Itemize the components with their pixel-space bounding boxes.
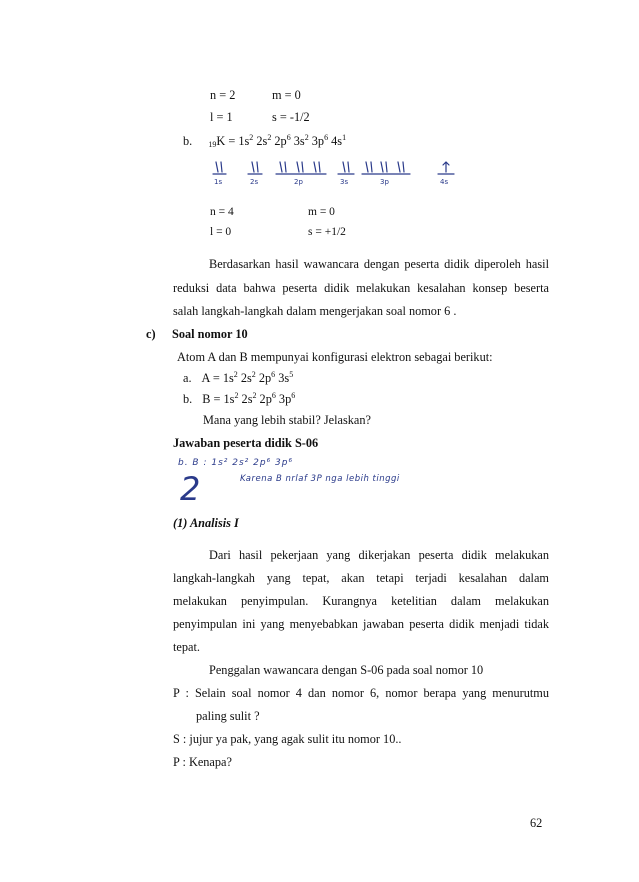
item-label: b.: [183, 134, 193, 148]
question-intro: Atom A dan B mempunyai konfigurasi elektron sebagai berikut:: [177, 350, 493, 364]
orbital-diagram: [210, 158, 470, 188]
orbital-label: 3p: [380, 178, 389, 186]
paragraph-line: Dari hasil pekerjaan yang dikerjakan peserta didik melakukan: [209, 548, 549, 562]
quantum-n: n = 4: [210, 206, 234, 218]
paragraph-line: tepat.: [173, 640, 200, 654]
quantum-n: n = 2: [210, 88, 236, 102]
handwritten-answer-line: Karena B nrlaf 3P nga lebih tinggi: [240, 474, 400, 484]
paragraph-line: penyimpulan ini yang menyebabkan jawaban peserta didik menjadi tidak: [173, 617, 549, 631]
handwritten-answer-line: b. B : 1s² 2s² 2p⁶ 3p⁶: [178, 458, 294, 468]
section-title: Soal nomor 10: [172, 327, 248, 341]
orbital-label: 2p: [294, 178, 303, 186]
quantum-l: l = 0: [210, 226, 232, 238]
paragraph-line: Berdasarkan hasil wawancara dengan peserta didik diperoleh hasil: [209, 257, 549, 271]
question-item-b: b. $B = 1s^2$ $2s^2$ $2p^6$ $3p^6$: [183, 391, 296, 406]
dialog-line: paling sulit ?: [196, 709, 260, 723]
question-ask: Mana yang lebih stabil? Jelaskan?: [203, 413, 372, 427]
dialog-line: P : Kenapa?: [173, 755, 232, 769]
dialog-line: S : jujur ya pak, yang agak sulit itu nomor 10..: [173, 732, 402, 746]
quantum-m: m = 0: [308, 206, 335, 218]
orbital-label: 4s: [440, 178, 449, 186]
paragraph-line: reduksi data bahwa peserta didik melakukan kesalahan konsep beserta: [173, 281, 549, 295]
question-item-a: a. $A = 1s^2$ $2s^2$ $2p^6$ $3s^5$: [183, 370, 294, 385]
atomic-number: 19: [208, 140, 217, 149]
section-label: c): [146, 327, 156, 341]
quantum-l: l = 1: [210, 110, 233, 124]
paragraph-line: melakukan penyimpulan. Kurangnya ketelitian dalam melakukan: [173, 594, 549, 608]
analysis-heading: (1) Analisis I: [173, 516, 239, 530]
paragraph-line: langkah-langkah yang tepat, akan tetapi terjadi kesalahan dalam: [173, 571, 549, 585]
dialog-line: P : Selain soal nomor 4 dan nomor 6, nomor berapa yang menurutmu: [173, 686, 549, 700]
quantum-s: s = +1/2: [308, 226, 346, 238]
interview-intro: Penggalan wawancara dengan S-06 pada soal nomor 10: [209, 663, 484, 677]
answer-heading: Jawaban peserta didik S-06: [173, 436, 319, 450]
handwritten-number: 2: [180, 470, 201, 508]
orbital-label: 3s: [340, 178, 349, 186]
config-item-b: b. $_{19}K = 1s^2$ $2s^2$ $2p^6$ $3s^2$ $3p^6$ $4s^1$: [183, 133, 347, 149]
quantum-s: s = -1/2: [272, 110, 310, 124]
orbital-label: 2s: [250, 178, 259, 186]
paragraph-line: salah langkah-langkah dalam mengerjakan soal nomor 6 .: [173, 304, 457, 318]
page-number: 62: [530, 816, 543, 830]
element-symbol: K = 1s: [216, 134, 250, 148]
orbital-label: 1s: [214, 178, 223, 186]
quantum-m: m = 0: [272, 88, 301, 102]
